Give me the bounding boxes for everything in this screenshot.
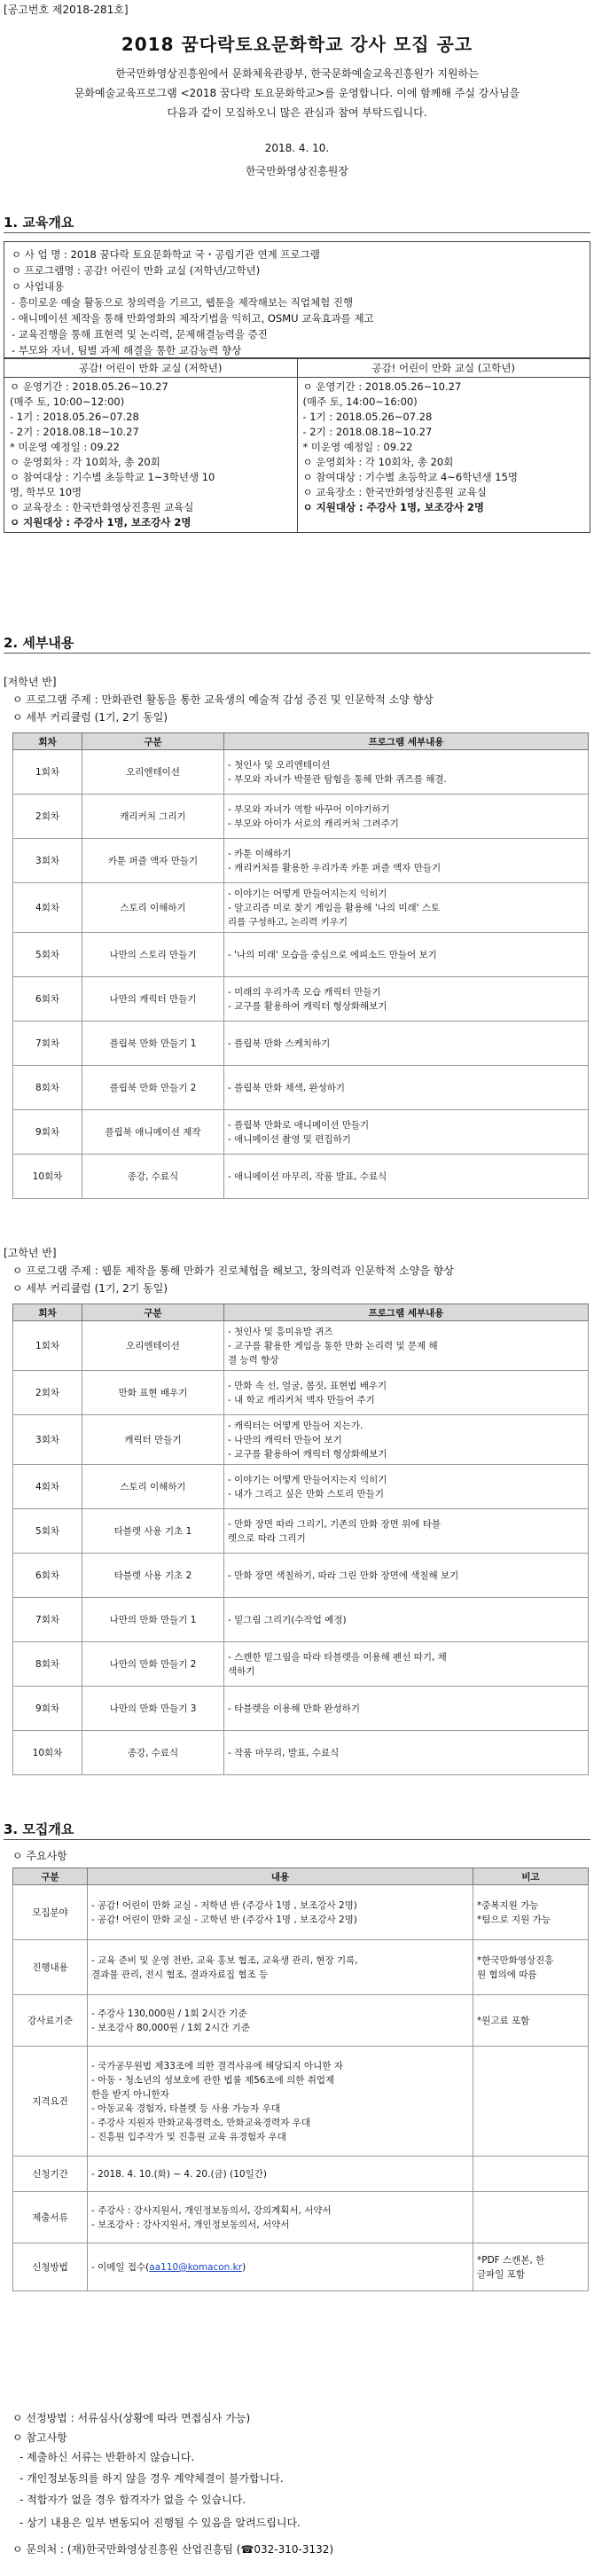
- item-key: 진행내용: [13, 1940, 88, 1995]
- value-suffix: ): [242, 2262, 246, 2273]
- session-no: 3회차: [13, 839, 82, 883]
- detail-line: - 만화 장면 색칠하기, 따라 그린 만화 장면에 색칠해 보기: [228, 1570, 459, 1581]
- table-row: [13, 2243, 589, 2291]
- session-type: 나만의 만화 만들기 3: [82, 1687, 224, 1731]
- detail-line: - 애니메이션 마무리, 작품 발표, 수료식: [228, 1171, 387, 1182]
- email-link[interactable]: aa110@komacon.kr: [149, 2262, 243, 2273]
- info-line: * 미운영 예정일 : 09.22: [10, 441, 120, 453]
- detail-line: - 첫인사 및 오리엔테이션: [228, 759, 331, 771]
- detail-line: - 플립북 만화 스케치하기: [228, 1037, 331, 1049]
- detail-line: 리를 구성하고, 논리력 키우기: [228, 916, 348, 928]
- session-no: 10회차: [13, 1155, 82, 1199]
- table-row: [13, 2047, 589, 2157]
- detail-line: - 교구를 활용하여 캐릭터 형상화해보기: [228, 1448, 387, 1460]
- info-line: ㅇ 운영기간 : 2018.05.26~10.27: [10, 380, 168, 393]
- recruitment-table: [12, 1867, 589, 2291]
- table-row: [13, 1509, 589, 1554]
- table-row: [13, 1371, 589, 1415]
- info-line: ㅇ 교육장소 : 한국만화영상진흥원 교육실: [10, 501, 194, 513]
- remark-line: *중복지원 가능: [477, 1899, 539, 1911]
- detail-line: 결 능력 향상: [228, 1354, 279, 1366]
- session-detail: [224, 977, 589, 1022]
- info-line: (매주 토, 14:00~16:00): [302, 395, 418, 408]
- detail-line: - 작품 마무리, 발표, 수료식: [228, 1747, 340, 1758]
- session-type: 타블렛 사용 기초 2: [82, 1554, 224, 1598]
- table-row: [13, 1940, 589, 1995]
- detail-line: - 플립북 만화로 애니메이션 만들기: [228, 1119, 370, 1131]
- key-items-heading: ㅇ 주요사항: [12, 1850, 67, 1862]
- col-header: 비고: [473, 1868, 589, 1885]
- item-remark: [473, 2243, 589, 2291]
- session-no: 4회차: [13, 1465, 82, 1509]
- left-col-head: 공감! 어린이 만화 교실 (저학년): [4, 359, 298, 378]
- value-line: - 공감! 어린이 만화 교실 - 저학년 반 (주강사 1명 , 보조강사 2명): [91, 1899, 357, 1911]
- item-key: 제출서류: [13, 2192, 88, 2243]
- class-info-table: [4, 358, 590, 533]
- remark-line: *PDF 스캔본, 한: [477, 2254, 545, 2266]
- table-row: [13, 839, 589, 883]
- item-value: [88, 2192, 473, 2243]
- detail-line: - 만화 장면 따라 그리기, 기존의 만화 장면 위에 타블: [228, 1518, 442, 1530]
- detail-line: - 이야기는 어떻게 만들어지는지 익히기: [228, 888, 387, 899]
- overview-line: - 흥미로운 예술 활동으로 창의력을 기르고, 웹툰을 제작해보는 직업체험 진행: [12, 296, 354, 309]
- detail-line: - 밑그림 그리기(수작업 예정): [228, 1614, 347, 1625]
- table-row: [13, 1885, 589, 1940]
- table-row: [13, 883, 589, 933]
- item-key: 지격요건: [13, 2047, 88, 2157]
- session-type: 나만의 스토리 만들기: [82, 933, 224, 977]
- table-row: [13, 795, 589, 839]
- info-line: ㅇ 운영기간 : 2018.05.26~10.27: [302, 380, 462, 393]
- session-detail: [224, 1554, 589, 1598]
- value-line: - 진흥원 입주작가 및 진흥원 교육 유경험자 우대: [91, 2131, 286, 2142]
- session-no: 5회차: [13, 933, 82, 977]
- overview-line: ㅇ 사 업 명 : 2018 꿈다락 토요문화학교 국・공립기관 연계 프로그램: [12, 248, 320, 261]
- value-prefix: - 이메일 접수(: [91, 2262, 150, 2273]
- item-value: [88, 1885, 473, 1940]
- high-grade-curriculum: ㅇ 세부 커리큘럼 (1기, 2기 동일): [12, 1282, 168, 1295]
- intro-line: 다음과 같이 모집하오니 많은 관심과 참여 부탁드립니다.: [167, 106, 427, 119]
- value-line: - 보조강사 : 강사지원서, 개인정보동의서, 서약서: [91, 2219, 290, 2230]
- detail-line: - 만화 속 선, 얼굴, 몸짓, 표현법 배우기: [228, 1380, 387, 1391]
- session-detail: [224, 1687, 589, 1731]
- detail-line: - 부모와 자녀가 역할 바꾸어 이야기하기: [228, 803, 390, 815]
- session-no: 1회차: [13, 1321, 82, 1371]
- value-line: - 교육 준비 및 운영 전반, 교육 홍보 협조, 교육생 관리, 현장 기록,: [91, 1954, 358, 1966]
- col-header: 구분: [13, 1868, 88, 1885]
- session-no: 2회차: [13, 1371, 82, 1415]
- value-line: - 아동・청소년의 성보호에 관한 법률 제56조에 의한 취업제: [91, 2074, 335, 2086]
- session-type: 종강, 수료식: [82, 1155, 224, 1199]
- detail-line: - 내가 그리고 싶은 만화 스토리 만들기: [228, 1488, 384, 1499]
- overview-line: - 교육진행을 통해 표현력 및 논리력, 문제해결능력을 증진: [12, 328, 268, 341]
- session-detail: [224, 1598, 589, 1642]
- session-detail: [224, 1642, 589, 1687]
- overview-box: [4, 241, 590, 358]
- info-line: 명, 학부모 10명: [10, 486, 82, 498]
- value-line: - 주강사 : 강사지원서, 개인정보동의서, 강의계획서, 서약서: [91, 2204, 332, 2216]
- value-line: 결과물 관리, 전시 협조, 결과자료집 협조 등: [91, 1969, 269, 1980]
- info-line: (매주 토, 10:00~12:00): [10, 395, 125, 408]
- session-no: 3회차: [13, 1415, 82, 1465]
- item-remark: [473, 1995, 589, 2047]
- session-no: 7회차: [13, 1598, 82, 1642]
- info-line: - 1기 : 2018.05.26~07.28: [302, 411, 433, 423]
- low-grade-info: [4, 378, 298, 533]
- remark-line: 원 협의에 따름: [477, 1969, 537, 1980]
- table-row: [13, 933, 589, 977]
- col-header: 프로그램 세부내용: [224, 733, 589, 750]
- session-detail: [224, 1465, 589, 1509]
- overview-line: - 애니메이션 제작을 통해 만화영화의 제작기법을 익히고, OSMU 교육효과를 제고: [12, 312, 374, 325]
- item-key: 모집분야: [13, 1885, 88, 1940]
- detail-line: - 부모와 아이가 서로의 캐리커처 그려주기: [228, 818, 399, 829]
- low-grade-group: [저학년 반]: [4, 676, 57, 688]
- session-detail: [224, 795, 589, 839]
- session-detail: [224, 750, 589, 795]
- table-row: [13, 1110, 589, 1155]
- col-header: 구분: [82, 733, 224, 750]
- session-no: 2회차: [13, 795, 82, 839]
- col-header: 회차: [13, 733, 82, 750]
- notes-heading: ㅇ 참고사항: [12, 2431, 67, 2444]
- detail-line: - '나의 미래' 모습을 중심으로 에피소드 만들어 보기: [228, 949, 437, 960]
- detail-line: - 캐리커처를 활용한 우리가족 카툰 퍼즐 액자 만들기: [228, 862, 442, 873]
- high-grade-theme: ㅇ 프로그램 주제 : 웹툰 제작을 통해 만화가 진로체험을 해보고, 창의력과 인문학적 소양을 향상: [12, 1265, 454, 1277]
- detail-line: - 타블렛을 이용해 만화 완성하기: [228, 1703, 360, 1714]
- note-item: - 적합자가 없을 경우 합격자가 없을 수 있습니다.: [20, 2494, 246, 2506]
- value-line: 한을 받지 아니한자: [91, 2088, 169, 2100]
- page-title: 2018 꿈다락토요문화학교 강사 모집 공고: [121, 34, 473, 55]
- item-value: [88, 1940, 473, 1995]
- session-no: 5회차: [13, 1509, 82, 1554]
- session-no: 1회차: [13, 750, 82, 795]
- session-detail: [224, 1155, 589, 1199]
- session-type: 스토리 이해하기: [82, 883, 224, 933]
- session-type: 종강, 수료식: [82, 1731, 224, 1775]
- section-divider: [4, 232, 590, 233]
- col-header: 회차: [13, 1304, 82, 1321]
- session-detail: [224, 1022, 589, 1066]
- item-value: [88, 2047, 473, 2157]
- session-detail: [224, 839, 589, 883]
- session-no: 8회차: [13, 1642, 82, 1687]
- section-1-title: 1. 교육개요: [4, 215, 74, 231]
- detail-line: - 플립북 만화 채색, 완성하기: [228, 1082, 346, 1093]
- section-divider: [4, 1839, 590, 1840]
- item-value: [88, 2243, 473, 2291]
- low-grade-curriculum: ㅇ 세부 커리큘럼 (1기, 2기 동일): [12, 711, 168, 724]
- table-row: [13, 2157, 589, 2192]
- right-col-head: 공감! 어린이 만화 교실 (고학년): [297, 359, 590, 378]
- item-remark: [473, 1940, 589, 1995]
- session-type: 플립북 만화 만들기 2: [82, 1066, 224, 1110]
- table-row: [13, 977, 589, 1022]
- table-row: [13, 1415, 589, 1465]
- overview-line: ㅇ 사업내용: [12, 280, 65, 293]
- table-row: [13, 1321, 589, 1371]
- session-detail: [224, 1110, 589, 1155]
- table-row: [13, 1066, 589, 1110]
- session-detail: [224, 1321, 589, 1371]
- detail-line: - 부모와 자녀가 박물관 탐험을 통해 만화 퀴즈를 해결.: [228, 773, 447, 785]
- session-type: 카툰 퍼즐 액자 만들기: [82, 839, 224, 883]
- contact-info: ㅇ 문의처 : (재)한국만화영상진흥원 산업진흥팀 (☎032-310-3132): [12, 2543, 334, 2556]
- detail-line: - 이야기는 어떻게 만들어지는지 익히기: [228, 1474, 387, 1485]
- note-item: - 제출하신 서류는 반환하지 않습니다.: [20, 2451, 195, 2463]
- session-type: 플립북 만화 만들기 1: [82, 1022, 224, 1066]
- note-item: - 상기 내용은 일부 변동되어 진행될 수 있음을 알려드립니다.: [20, 2517, 301, 2529]
- section-3-title: 3. 모집개요: [4, 1821, 74, 1837]
- session-type: 캐리커처 그리기: [82, 795, 224, 839]
- detail-line: - 교구를 활용하여 캐릭터 형상화해보기: [228, 1000, 387, 1012]
- info-line: ㅇ 참여대상 : 기수별 초등학교 1~3학년생 10: [10, 471, 215, 483]
- table-row: [13, 1687, 589, 1731]
- item-value: [88, 1995, 473, 2047]
- selection-method: ㅇ 선정방법 : 서류심사(상황에 따라 면접심사 가능): [12, 2412, 251, 2424]
- section-2-title: 2. 세부내용: [4, 635, 74, 651]
- item-key: 강사료기준: [13, 1995, 88, 2047]
- info-line: ㅇ 교육장소 : 한국만화영상진흥원 교육실: [302, 486, 487, 498]
- detail-line: - 애니메이션 촬영 및 편집하기: [228, 1133, 351, 1145]
- session-type: 나만의 캐릭터 만들기: [82, 977, 224, 1022]
- item-value: [88, 2157, 473, 2192]
- session-type: 스토리 이해하기: [82, 1465, 224, 1509]
- session-no: 7회차: [13, 1022, 82, 1066]
- item-remark: [473, 2047, 589, 2157]
- detail-line: - 미래의 우리가족 모습 캐릭터 만들기: [228, 986, 381, 998]
- detail-line: - 카툰 이해하기: [228, 848, 292, 859]
- detail-line: - 스캔한 밑그림을 따라 타블렛을 이용해 펜선 따기, 채: [228, 1651, 447, 1663]
- detail-line: 색하기: [228, 1665, 255, 1677]
- session-type: 타블렛 사용 기초 1: [82, 1509, 224, 1554]
- session-detail: [224, 933, 589, 977]
- section-divider: [4, 653, 590, 654]
- item-remark: [473, 2157, 589, 2192]
- item-key: 신청기간: [13, 2157, 88, 2192]
- detail-line: 렛으로 따라 그리기: [228, 1532, 306, 1544]
- info-line: ㅇ 지원대상 : 주강사 1명, 보조강사 2명: [10, 516, 191, 529]
- session-no: 9회차: [13, 1110, 82, 1155]
- intro-text: [9, 64, 585, 122]
- session-detail: [224, 883, 589, 933]
- table-row: [13, 750, 589, 795]
- remark-line: *팀으로 지원 가능: [477, 1914, 551, 1925]
- detail-line: - 내 학교 캐리커처 액자 만들어 주기: [228, 1394, 375, 1405]
- low-grade-theme: ㅇ 프로그램 주제 : 만화관련 활동을 통한 교육생의 예술적 감성 증진 및 인문학적 소양 향상: [12, 693, 434, 706]
- value-line: - 주강사 지원자 만화교육경력소, 만화교육경력자 우대: [91, 2117, 310, 2128]
- value-line: - 2018. 4. 10.(화) ~ 4. 20.(금) (10일간): [91, 2168, 267, 2180]
- overview-line: ㅇ 프로그램명 : 공감! 어린이 만화 교실 (저학년/고학년): [12, 264, 261, 277]
- session-detail: [224, 1509, 589, 1554]
- info-line: * 미운영 예정일 : 09.22: [302, 441, 413, 453]
- item-key: 신청방법: [13, 2243, 88, 2291]
- session-type: 캐릭터 만들기: [82, 1415, 224, 1465]
- notice-date: 2018. 4. 10.: [264, 142, 330, 154]
- col-header: 프로그램 세부내용: [224, 1304, 589, 1321]
- value-line: - 국가공무원법 제33조에 의한 결격사유에 해당되지 아니한 자: [91, 2060, 343, 2071]
- table-row: [13, 1022, 589, 1066]
- info-line: - 2기 : 2018.08.18~10.27: [302, 426, 433, 438]
- session-type: 오리엔테이션: [82, 1321, 224, 1371]
- session-type: 나만의 만화 만들기 2: [82, 1642, 224, 1687]
- table-row: [13, 1155, 589, 1199]
- table-row: [13, 1598, 589, 1642]
- value-line: - 보조강사 80,000원 / 1회 2시간 기준: [91, 2022, 250, 2033]
- info-line: ㅇ 운영회차 : 각 10회차, 총 20회: [10, 456, 160, 468]
- value-line: - 아동교육 경험자, 타블렛 등 사용 가능자 우대: [91, 2102, 281, 2114]
- detail-line: - 캐릭터는 어떻게 만들어 지는가.: [228, 1420, 363, 1431]
- intro-line: 문화예술교육프로그램 <2018 꿈다락 토요문화학교>를 운영합니다. 이에 함께해 주실 강사님을: [74, 87, 520, 99]
- table-row: [13, 1995, 589, 2047]
- detail-line: - 첫인사 및 흥미유발 퀴즈: [228, 1326, 333, 1337]
- remark-line: 글파일 포함: [477, 2268, 526, 2280]
- session-detail: [224, 1415, 589, 1465]
- info-line: ㅇ 참여대상 : 기수별 초등학교 4~6학년생 15명: [302, 471, 518, 483]
- overview-line: - 부모와 자녀, 팀별 과제 해결을 통한 교감능력 향상: [12, 344, 242, 356]
- notice-number: [공고번호 제2018-281호]: [4, 4, 129, 16]
- low-grade-curriculum-table: [12, 732, 589, 1199]
- detail-line: - 교구를 활용한 게임을 통한 만화 논리력 및 문제 해: [228, 1340, 438, 1351]
- info-line: ㅇ 운영회차 : 각 10회차, 총 20회: [302, 456, 454, 468]
- session-no: 8회차: [13, 1066, 82, 1110]
- table-row: [13, 1554, 589, 1598]
- table-row: [13, 2192, 589, 2243]
- remark-line: *한국만화영상진흥: [477, 1954, 554, 1966]
- table-row: [13, 1465, 589, 1509]
- remark-line: *원고료 포함: [477, 2015, 530, 2026]
- session-no: 6회차: [13, 1554, 82, 1598]
- table-row: [13, 1642, 589, 1687]
- session-detail: [224, 1066, 589, 1110]
- value-line: - 주강사 130,000원 / 1회 2시간 기준: [91, 2008, 247, 2019]
- detail-line: - 알고리즘 미로 찾기 게임을 활용해 '나의 미래' 스토: [228, 902, 441, 913]
- value-line: - 공감! 어린이 만화 교실 - 고학년 반 (주강사 1명 , 보조강사 2명): [91, 1914, 357, 1925]
- session-detail: [224, 1371, 589, 1415]
- high-grade-group: [고학년 반]: [4, 1247, 57, 1259]
- session-detail: [224, 1731, 589, 1775]
- item-remark: [473, 2192, 589, 2243]
- notice-org: 한국만화영상진흥원장: [246, 165, 348, 177]
- col-header: 내용: [88, 1868, 473, 1885]
- info-line: - 1기 : 2018.05.26~07.28: [10, 411, 139, 423]
- info-line: ㅇ 지원대상 : 주강사 1명, 보조강사 2명: [302, 501, 485, 513]
- col-header: 구분: [82, 1304, 224, 1321]
- info-line: - 2기 : 2018.08.18~10.27: [10, 426, 139, 438]
- session-type: 오리엔테이션: [82, 750, 224, 795]
- session-no: 10회차: [13, 1731, 82, 1775]
- high-grade-curriculum-table: [12, 1304, 589, 1775]
- note-item: - 개인정보동의를 하지 않을 경우 계약체결이 불가합니다.: [20, 2472, 284, 2485]
- session-type: 나만의 만화 만들기 1: [82, 1598, 224, 1642]
- session-type: 플립북 애니메이션 제작: [82, 1110, 224, 1155]
- intro-line: 한국만화영상진흥원에서 문화체육관광부, 한국문화예술교육진흥원가 지원하는: [115, 67, 479, 80]
- detail-line: - 나만의 캐릭터 만들어 보기: [228, 1434, 342, 1445]
- item-remark: [473, 1885, 589, 1940]
- high-grade-info: [297, 378, 590, 533]
- session-no: 4회차: [13, 883, 82, 933]
- session-no: 6회차: [13, 977, 82, 1022]
- table-row: [13, 1731, 589, 1775]
- session-no: 9회차: [13, 1687, 82, 1731]
- session-type: 만화 표현 배우기: [82, 1371, 224, 1415]
